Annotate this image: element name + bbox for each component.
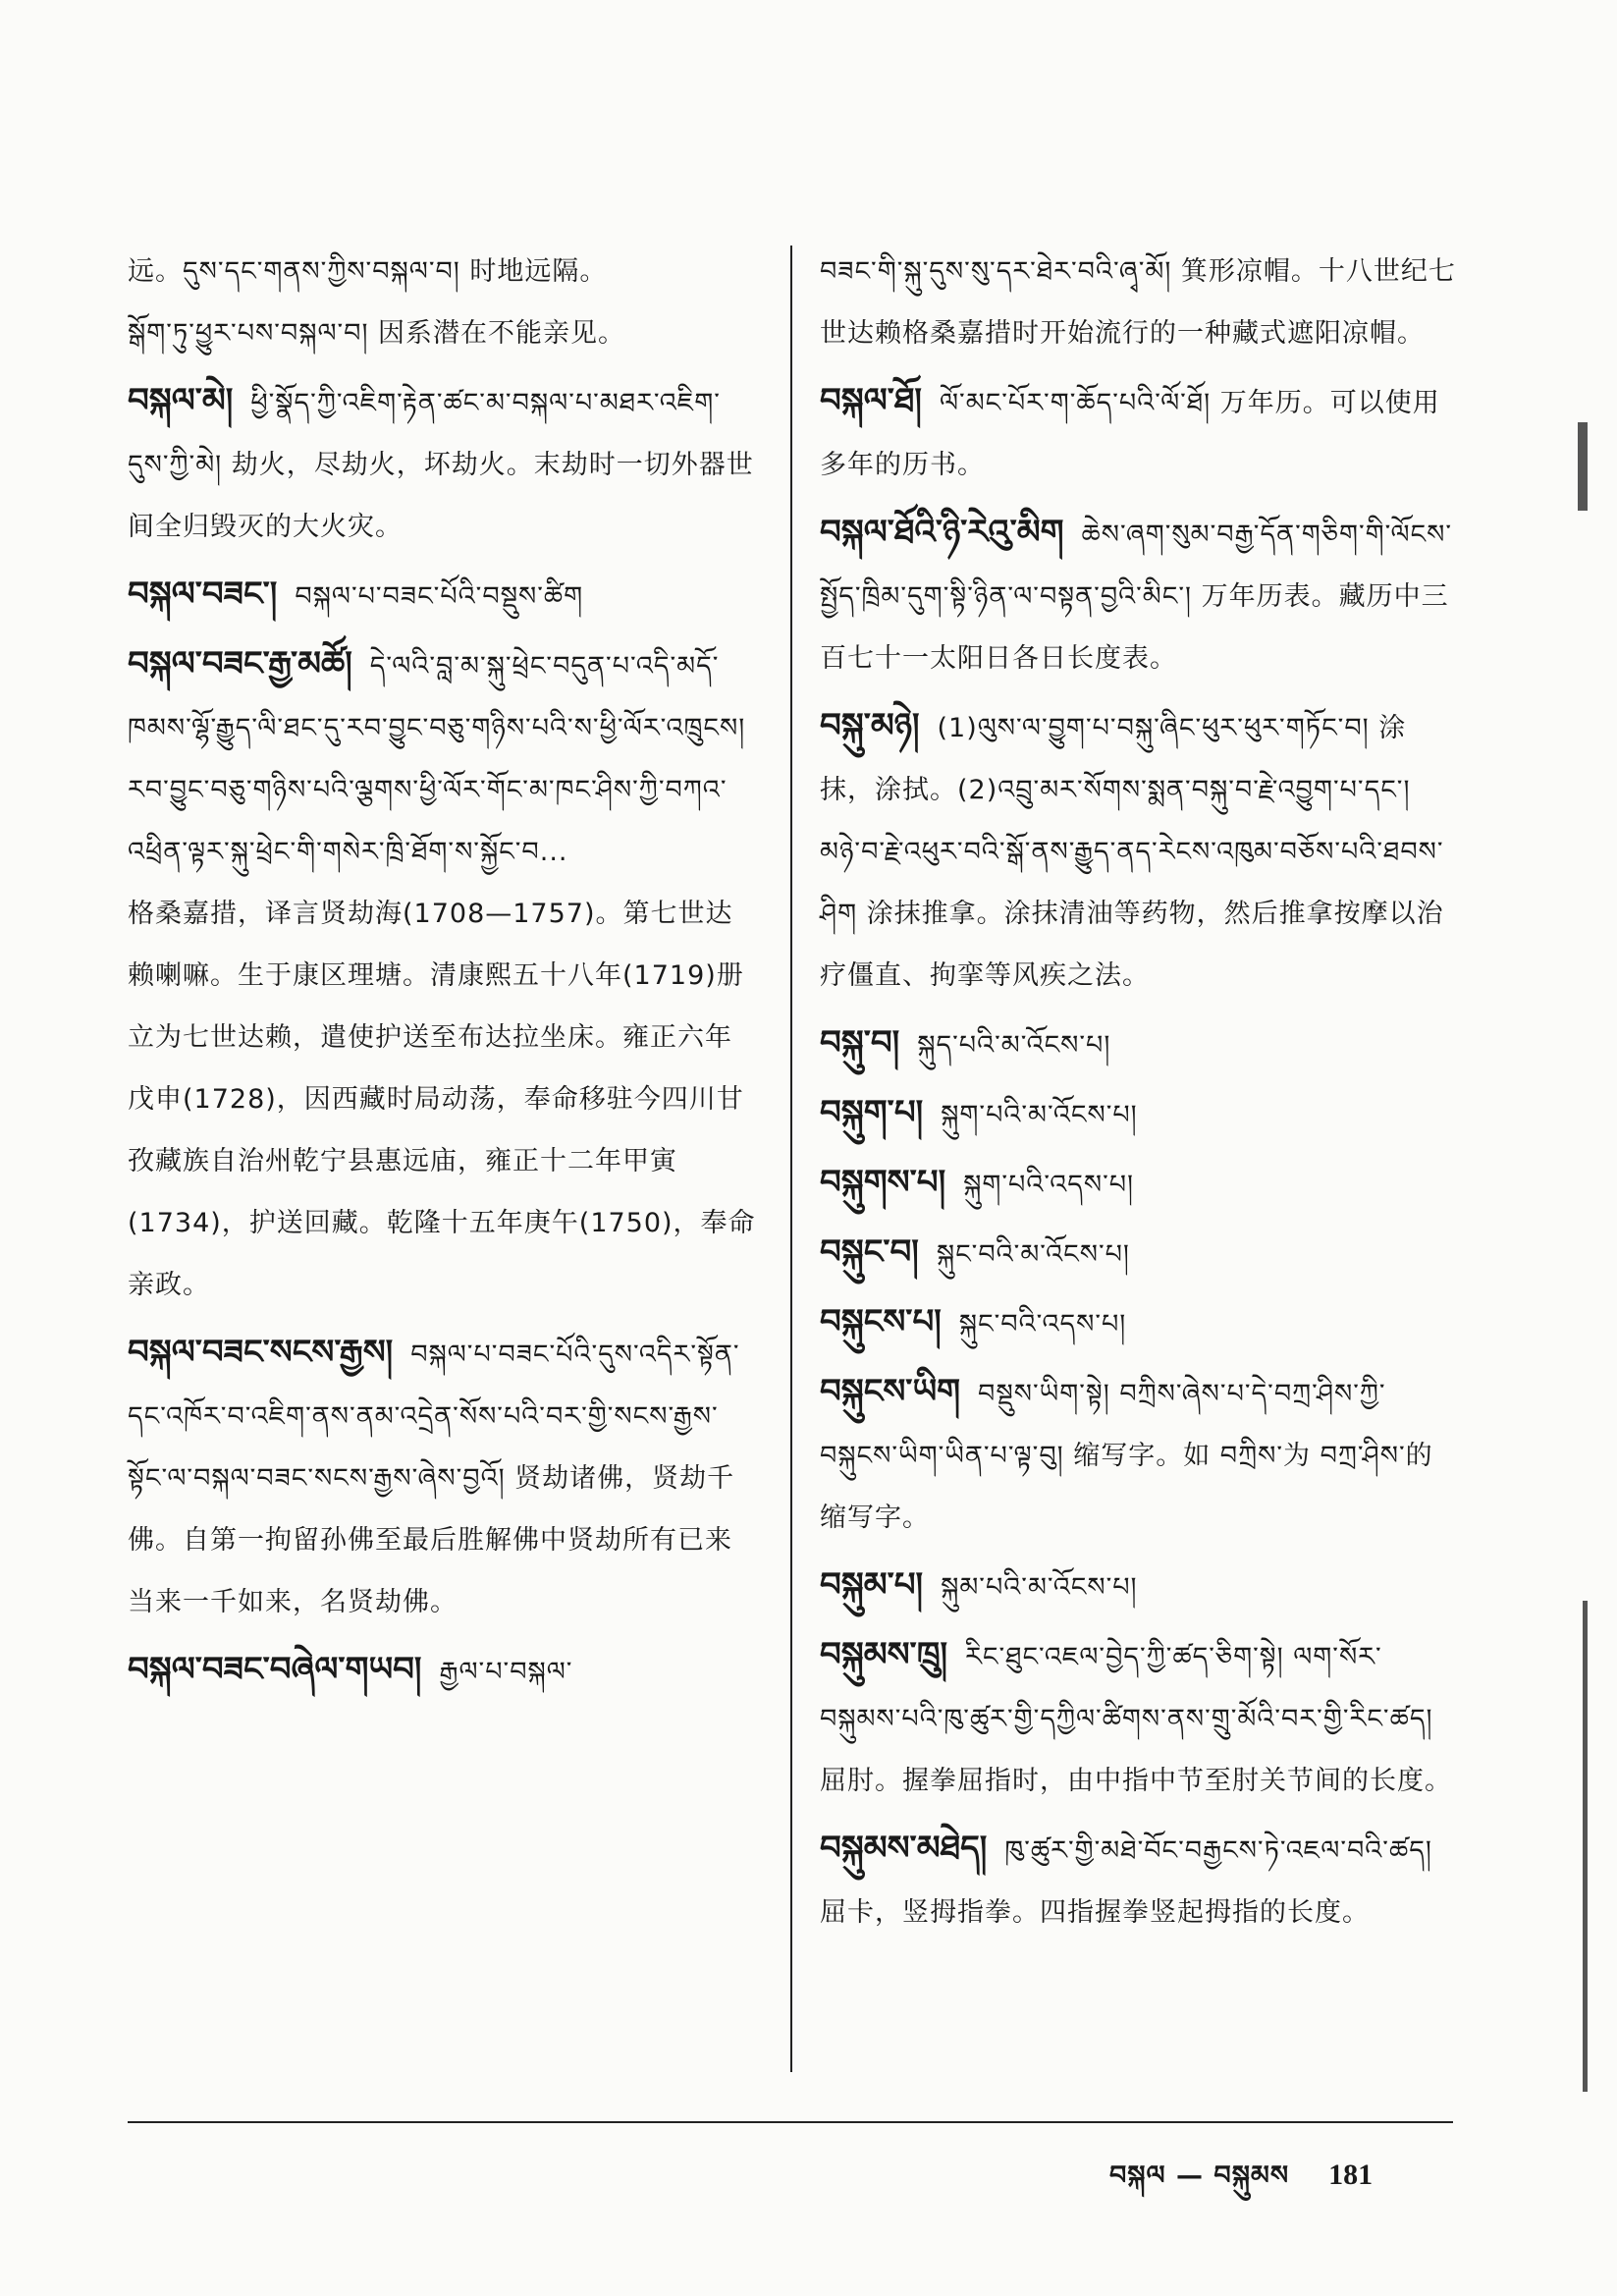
footer-rule	[128, 2121, 1453, 2123]
entry-definition: སྐུག་པའི་མ་འོངས་པ།	[941, 1100, 1138, 1130]
dictionary-entry	[820, 1222, 1458, 1285]
dictionary-entry	[820, 695, 1458, 1007]
dictionary-entry	[820, 241, 1458, 364]
entry-headword: བསྐུམས་ཁྲུ།	[820, 1635, 948, 1674]
entry-definition: སྐུམ་པའི་མ་འོངས་པ།	[941, 1572, 1138, 1603]
entry-headword: བསྐུངས་ཡིག	[820, 1372, 961, 1411]
dictionary-entry	[820, 1152, 1458, 1216]
dictionary-entry	[820, 1624, 1458, 1812]
entry-definition: བཟང་གི་སྐུ་དུས་སུ་དར་ཐེར་བའི་ཞྭ་མོ། 箕形凉帽。十八世纪七世达赖格桑嘉措时开始流行的一种藏式遮阳凉帽。	[820, 256, 1456, 349]
right-column	[820, 241, 1458, 1949]
entry-headword: བསྐལ་ཐོའི་ཉི་རེའུ་མིག	[820, 513, 1064, 552]
dictionary-entry	[128, 370, 756, 558]
entry-definition: སྐུག་པའི་འདས་པ།	[963, 1170, 1135, 1200]
entry-definition: 格桑嘉措，译言贤劫海(1708—1757)。第七世达赖喇嘛。生于康区理塘。清康熙五十八年(1719)册立为七世达赖，遣使护送至布达拉坐床。雍正六年戊申(1728)，因西藏时局动荡，奉命移驻今四川甘孜藏族自治州乾宁县惠远庙，雍正十二年甲寅(1734)，护送回藏。乾隆十五年庚午(1750)，奉命亲政。	[128, 899, 756, 1300]
entry-headword: བསྐལ་བཟང་སངས་རྒྱས།	[128, 1333, 394, 1372]
dictionary-entry	[820, 1555, 1458, 1618]
entry-definition: ཁུ་ཚུར་གྱི་མཐེ་བོང་བརྒྱངས་ཏེ་འཇལ་བའི་ཚད། 屈卡，竖拇指拳。四指握拳竖起拇指的长度。	[820, 1835, 1432, 1928]
left-column	[128, 241, 756, 1709]
entry-definition: བསྐལ་པ་བཟང་པོའི་དུས་འདིར་སྟོན་དང་འཁོར་བ་འཇིག་ནས་ནམ་འདྲེན་སོས་པའི་བར་གྱི་སངས་རྒྱས་སྟོང་ལ་བསྐལ་བཟང་སངས་རྒྱས་ཞེས་བྱའོ། 贤劫诸佛，贤劫千佛。自第一拘留孙佛至最后胜解佛中贤劫所有已来当来一千如来，名贤劫佛。	[128, 1339, 740, 1617]
dictionary-entry	[820, 1818, 1458, 1943]
entry-definition: བསྡུས་ཡིག་སྟེ། བཀྲིས་ཞེས་པ་དེ་བཀྲ་ཤིས་ཀྱི་བསྐུངས་ཡིག་ཡིན་པ་ལྟ་བུ། 缩写字。如 བཀྲིས་为 བཀྲ་ཤིས་的缩写字。	[820, 1379, 1433, 1533]
dictionary-entry	[128, 564, 756, 628]
dictionary-entry	[128, 633, 756, 1316]
entry-definition: ཕྱི་སྣོད་ཀྱི་འཇིག་རྟེན་ཚང་མ་བསྐལ་པ་མཐར་འཇིག་དུས་ཀྱི་མེ། 劫火，尽劫火，坏劫火。末劫时一切外器世间全归毁灭的大火灾。	[128, 388, 754, 542]
entry-headword: བསྐུགས་པ།	[820, 1163, 946, 1202]
dictionary-entry	[820, 1361, 1458, 1549]
column-divider	[790, 246, 792, 2072]
entry-headword: བསྐལ་བཟང་རྒྱ་མཚོ།	[128, 644, 352, 683]
entry-headword: བསྐུང་བ།	[820, 1232, 919, 1272]
entry-definition: སྐུང་བའི་མ་འོངས་པ།	[936, 1239, 1130, 1270]
entry-definition: (1)ལུས་ལ་བྱུག་པ་བསྐུ་ཞིང་ཕུར་ཕུར་གཏོང་བ། 涂抹，涂拭。(2)འབྲུ་མར་སོགས་སྨན་བསྐུ་བ་རྗེ་འབྱུག་པ་དང་། མཉེ་བ་རྗེ་འཕུར་བའི་སྒོ་ནས་རྒྱུད་ནད་རེངས་འཁུམ་བཅོས་པའི་ཐབས་ཤིག 涂抹推拿。涂抹清油等药物，然后推拿按摩以治疗僵直、拘挛等风疾之法。	[820, 713, 1444, 991]
dictionary-entry	[128, 1322, 756, 1633]
entry-headword: བསྐུ་བ།	[820, 1023, 900, 1063]
entry-headword: བསྐལ་མེ།	[128, 381, 234, 420]
dictionary-entry	[820, 502, 1458, 689]
entry-definition: སྐུད་པའི་མ་འོངས་པ།	[917, 1030, 1111, 1061]
entry-headword: བསྐལ་བཟང་།	[128, 574, 278, 614]
dictionary-entry	[128, 241, 756, 364]
dictionary-entry	[128, 1639, 756, 1703]
entry-definition: ལོ་མང་པོར་ག་ཆོད་པའི་ལོ་ཐོ། 万年历。可以使用多年的历书。	[820, 388, 1440, 480]
entry-definition: བསྐལ་པ་བཟང་པོའི་བསྡུས་ཚིག	[295, 581, 584, 612]
footer-range: བསྐལ — བསྐུམས	[1109, 2160, 1290, 2191]
page-number: 181	[1328, 2159, 1374, 2191]
entry-headword: བསྐུ་མཉེ།	[820, 706, 920, 745]
entry-headword: བསྐལ་བཟང་བཞེལ་གཡབ།	[128, 1650, 422, 1689]
entry-definition: ཆེས་ཞག་སུམ་བརྒྱ་དོན་གཅིག་གི་ལོངས་སྤྱོད་ཁྲིམ་དུག་སྟི་ཉིན་ལ་བསྟན་བྱའི་མིང་། 万年历表。藏历中三百七十一太阳日各日长度表。	[820, 519, 1453, 674]
entry-definition: 远。དུས་དང་གནས་ཀྱིས་བསྐལ་བ། 时地远隔。	[128, 256, 608, 287]
entry-headword: བསྐུག་པ།	[820, 1093, 924, 1132]
entry-definition: དེ་ལའི་བླ་མ་སྐུ་ཕྲེང་བདུན་པ་འདི་མདོ་ཁམས་ལྷོ་རྒྱུད་ལི་ཐང་དུ་རབ་བྱུང་བཅུ་གཉིས་པའི་ས་ཕྱི་ལོར་འཁྲུངས། རབ་བྱུང་བཅུ་གཉིས་པའི་ལྕགས་ཕྱི་ལོར་གོང་མ་ཁང་ཤིས་ཀྱི་བཀའ་འཕྲིན་ལྟར་སྐུ་ཕྲེང་གི་གསེར་ཁྲི་ཐོག་ས་སྐྱོང་བ...	[128, 651, 746, 867]
entry-headword: བསྐུམས་མཐེད།	[820, 1829, 988, 1868]
scan-margin-mark	[1578, 422, 1588, 511]
entry-headword: བསྐལ་ཐོ།	[820, 381, 922, 420]
dictionary-entry	[820, 1291, 1458, 1355]
entry-definition: སྐུང་བའི་འདས་པ།	[958, 1309, 1127, 1339]
scan-margin-mark	[1583, 1601, 1588, 2092]
entry-headword: བསྐུམ་པ།	[820, 1565, 924, 1605]
dictionary-entry	[820, 370, 1458, 496]
entry-definition: རིང་ཐུང་འཇལ་བྱེད་ཀྱི་ཚད་ཅིག་སྟེ། ལག་སོར་བསྐུམས་པའི་ཁུ་ཚུར་གྱི་དཀྱིལ་ཚིགས་ནས་གྲུ་མོའི་བར་གྱི་རིང་ཚད། 屈肘。握拳屈指时，由中指中节至肘关节间的长度。	[820, 1642, 1452, 1796]
entry-headword: བསྐུངས་པ།	[820, 1302, 942, 1341]
entry-definition: སྒོག་ཏུ་ཕྱུར་པས་བསྐལ་བ། 因系潜在不能亲见。	[128, 318, 626, 349]
dictionary-entry	[820, 1012, 1458, 1076]
page-footer	[1109, 2146, 1373, 2220]
entry-definition: རྒྱལ་པ་བསྐལ་	[439, 1657, 573, 1687]
dictionary-entry	[820, 1082, 1458, 1146]
